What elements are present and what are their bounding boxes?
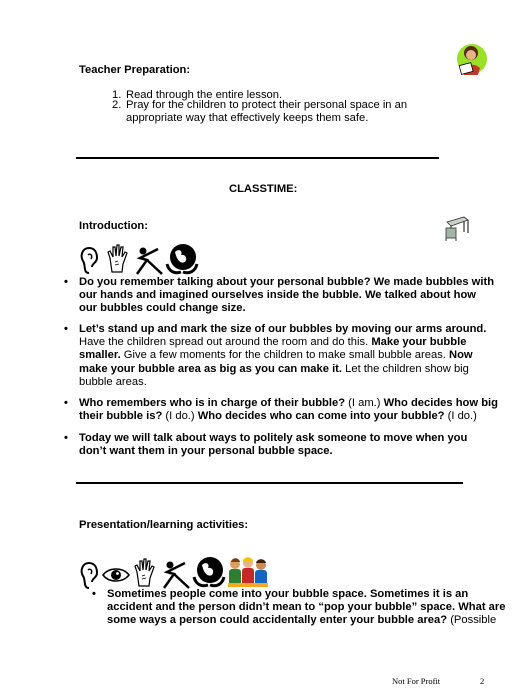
ear-icon (78, 560, 100, 590)
bullet-icon: • (92, 588, 96, 600)
bullet-icon: • (64, 397, 68, 409)
section-divider (76, 157, 439, 159)
list-item: • Today we will talk about ways to politely ask someone to move when you don’t want them in your personal bubble space. (64, 432, 468, 458)
list-item: • Do you remember talking about your personal bubble? We made bubbles with our hands and imagined ourselves inside the bubble. We talked about how our bubbles could change size. (64, 276, 495, 315)
list-item: 2. Pray for the children to protect their personal space in an appropriate way that effectively keeps them safe. (112, 99, 408, 125)
list-item: • Who remembers who is in charge of their bubble? (I am.) Who decides how big their bubble is? (I do.) Who decides who can come into your bubble? (I do.) (64, 397, 498, 423)
globe-hands-icon (165, 242, 199, 276)
teacher-prep-heading: Teacher Preparation: (79, 64, 191, 76)
list-item: • Sometimes people come into your bubble space. Sometimes it is an accident and the person didn’t mean to “pop your bubble” space. What are some ways a person could accidentally enter your bubble area? (Possible (92, 588, 506, 627)
list-item: • Let’s stand up and mark the size of our bubbles by moving our arms around. Have the children spread out around the room and do this. Make your bubble smaller. Give a few moments for the children to make small bubble areas. Now make your bubble area as big as you can make it. Let the children show big bubble areas. (64, 323, 487, 388)
hand-icon (104, 242, 132, 274)
introduction-heading: Introduction: (79, 220, 148, 232)
bullet-icon: • (64, 323, 68, 335)
classtime-heading: CLASSTIME: (229, 183, 298, 195)
footer-text: Not For Profit (392, 676, 441, 686)
bullet-icon: • (64, 276, 68, 288)
list-item: 1. Read through the entire lesson. (112, 89, 283, 101)
ear-icon (78, 245, 100, 275)
globe-hands-icon (192, 555, 226, 589)
section-divider (76, 482, 463, 484)
eye-icon (101, 565, 131, 585)
presentation-heading: Presentation/learning activities: (79, 519, 249, 531)
bullet-icon: • (64, 432, 68, 444)
page-number: 2 (480, 676, 485, 686)
children-group-icon (226, 556, 270, 588)
classroom-desk-icon (444, 212, 470, 242)
stretching-person-icon (161, 560, 193, 590)
teacher-reading-icon (456, 42, 488, 78)
stretching-person-icon (134, 246, 166, 276)
hand-icon (131, 556, 159, 588)
